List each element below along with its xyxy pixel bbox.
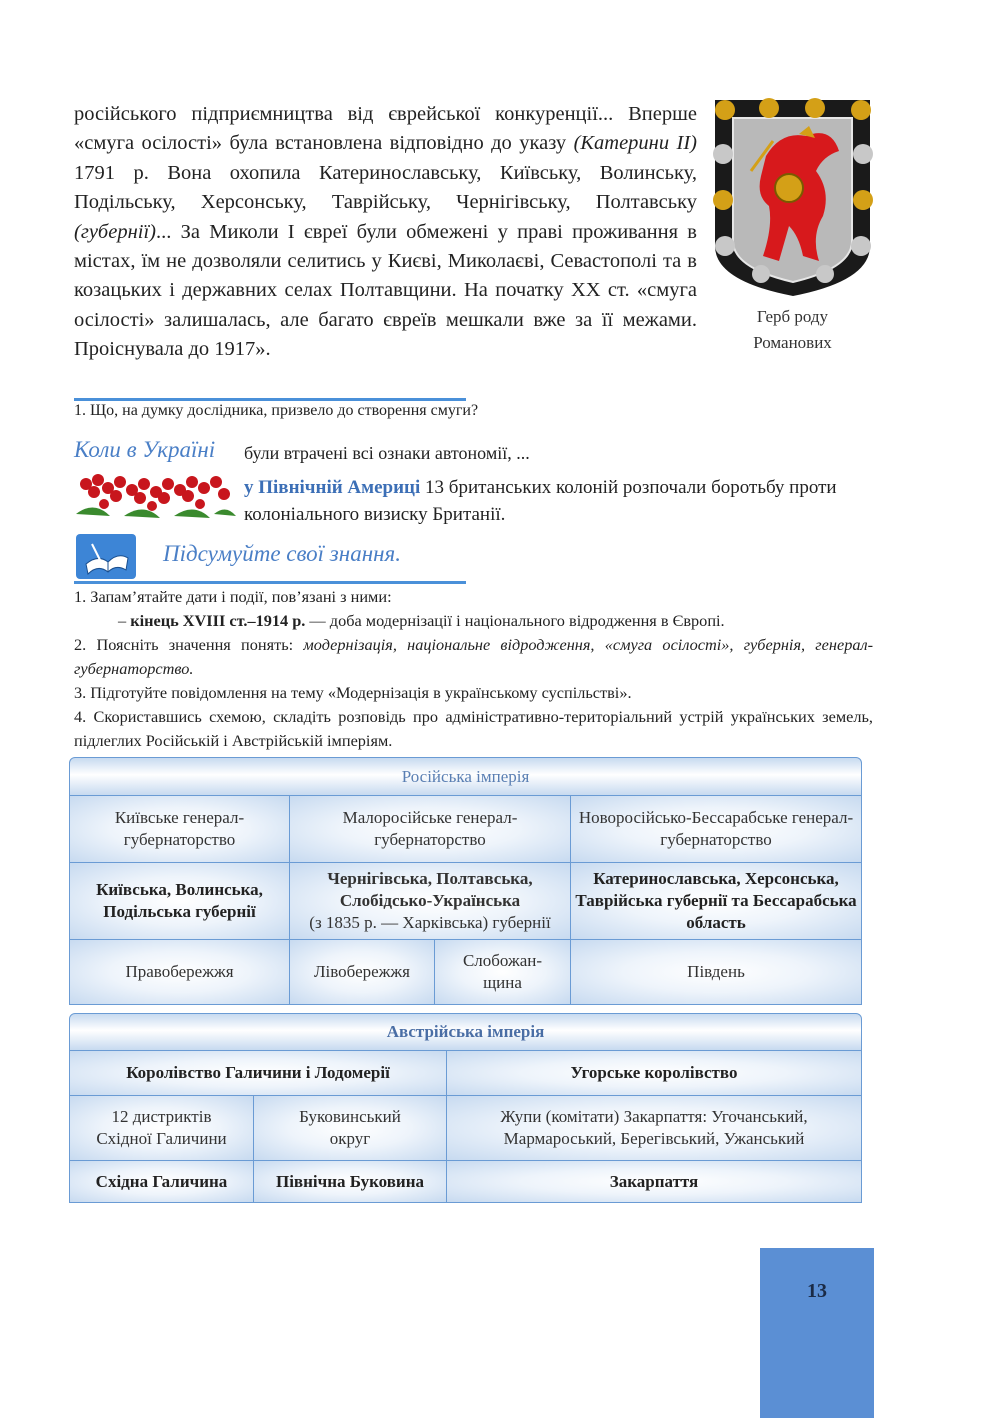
- coat-caption-line-1: Герб роду: [756, 307, 829, 326]
- question-1: 1. Що, на думку дослідника, призвело до створення смуги?: [74, 402, 479, 419]
- south-gubernias-cell: Катеринославська, Херсонська, Таврійська губернії та Бессарабська область: [570, 862, 862, 940]
- right-bank-gubernias-cell: Київська, Волинська, Подільська губернії: [69, 862, 290, 940]
- austrian-empire-table: [69, 1013, 862, 1203]
- main-paragraph: [74, 100, 697, 365]
- left-bank-gubernias-bold: Чернігівська, Полтавська, Слобідсько-Українська: [327, 869, 533, 910]
- paragraph-italic-1: (Катерини II): [573, 132, 697, 155]
- bukovina-district-cell: Буковинський округ: [253, 1095, 447, 1161]
- right-bank-region-cell: Правобережжя: [69, 939, 290, 1005]
- america-text: [244, 474, 884, 528]
- viburnum-berries-image: [74, 470, 236, 520]
- divider-line-2: [74, 581, 466, 584]
- galicia-kingdom-cell: Королівство Галичини і Лодомерії: [69, 1050, 447, 1096]
- koly-v-ukraini-text: були втрачені всі ознаки автономії, ...: [244, 443, 530, 463]
- russian-empire-header: Російська імперія: [69, 757, 862, 796]
- austrian-empire-header: Австрійська імперія: [69, 1013, 862, 1051]
- paragraph-text-1: російського підприємництва від єврейської конкуренції... Вперше «смуга осілості» була встановлена відповідно до указу: [74, 103, 697, 155]
- tasks-list: [74, 585, 873, 753]
- page-number-box: [760, 1248, 874, 1418]
- slobozhanshchyna-region-cell: Слобожан-щина: [434, 939, 571, 1005]
- task-1a-dash: –: [118, 611, 131, 630]
- task-1a: [74, 609, 873, 633]
- left-bank-region-cell: Лівобережжя: [289, 939, 435, 1005]
- divider-line-1: [74, 398, 466, 401]
- open-book-icon: [76, 534, 136, 579]
- coat-caption: [711, 304, 874, 356]
- east-galicia-districts-cell: 12 дистриктів Східної Галичини: [69, 1095, 254, 1161]
- america-bold: у Північній Америці: [244, 477, 421, 498]
- task-2-prefix: 2. Поясніть значення понять:: [74, 635, 304, 654]
- kyiv-governorate-general-cell: Київське генерал-губернаторство: [69, 795, 290, 863]
- page-number: 13: [807, 1280, 827, 1302]
- hungary-kingdom-cell: Угорське королівство: [446, 1050, 862, 1096]
- task-3: 3. Підготуйте повідомлення на тему «Модернізація в українському суспільстві».: [74, 683, 632, 702]
- north-bukovina-region-cell: Північна Буковина: [253, 1160, 447, 1203]
- america-rest: 13 британських колоній розпочали боротьбу проти колоніального визиску Британії.: [244, 477, 837, 525]
- russian-empire-table: [69, 757, 862, 1005]
- novorossiya-governorate-general-cell: Новоросійсько-Бессарабське генерал-губернаторство: [570, 795, 862, 863]
- paragraph-italic-2: (губернії): [74, 220, 156, 243]
- transcarpathia-counties-cell: Жупи (комітати) Закарпаття: Угочанський, Мармароський, Берегівський, Ужанський: [446, 1095, 862, 1161]
- paragraph-text-2: 1791 р. Вона охопила Катеринославську, Київську, Волинську, Подільську, Херсонську, Таврійську, Чернігівську, Полтавську: [74, 161, 697, 214]
- south-region-cell: Південь: [570, 939, 862, 1005]
- transcarpathia-region-cell: Закарпаття: [446, 1160, 862, 1203]
- coat-caption-line-2: Романових: [753, 333, 832, 352]
- east-galicia-region-cell: Східна Галичина: [69, 1160, 254, 1203]
- romanov-coat-of-arms-image: [711, 96, 874, 301]
- summary-heading: Підсумуйте свої знання.: [163, 541, 401, 566]
- paragraph-text-3: ... За Миколи I євреї були обмежені у праві проживання в містах, їм не дозволяли селитись у Києві, Миколаєві, Севастополі та в козацьких і державних селах Полтавщини. На початку XX ст. «смуга осілості» залишалась, але багато євреїв мешкали вже за її межами. Проіснувала до 1917».: [74, 220, 697, 361]
- task-2: [74, 633, 873, 681]
- left-bank-gubernias-cell: [289, 862, 571, 940]
- task-2-terms: модернізація, національне відродження, «смуга осілості», губернія, генерал-губернаторство.: [74, 635, 873, 678]
- task-1a-dates: кінець XVIII ст.–1914 р.: [130, 611, 306, 630]
- task-1a-text: — доба модернізації і національного відродження в Європі.: [305, 611, 725, 630]
- left-bank-gubernias-note: (з 1835 р. — Харківська) губернії: [309, 913, 551, 932]
- task-1: 1. Запам’ятайте дати і події, пов’язані з ними:: [74, 587, 392, 606]
- koly-v-ukraini-heading: Коли в Україні: [74, 437, 216, 462]
- task-4: 4. Скориставшись схемою, складіть розповідь про адміністративно-територіальний устрій українських земель, підлеглих Російській і Австрійській імперіям.: [74, 707, 873, 750]
- malorossiya-governorate-general-cell: Малоросійське генерал-губернаторство: [289, 795, 571, 863]
